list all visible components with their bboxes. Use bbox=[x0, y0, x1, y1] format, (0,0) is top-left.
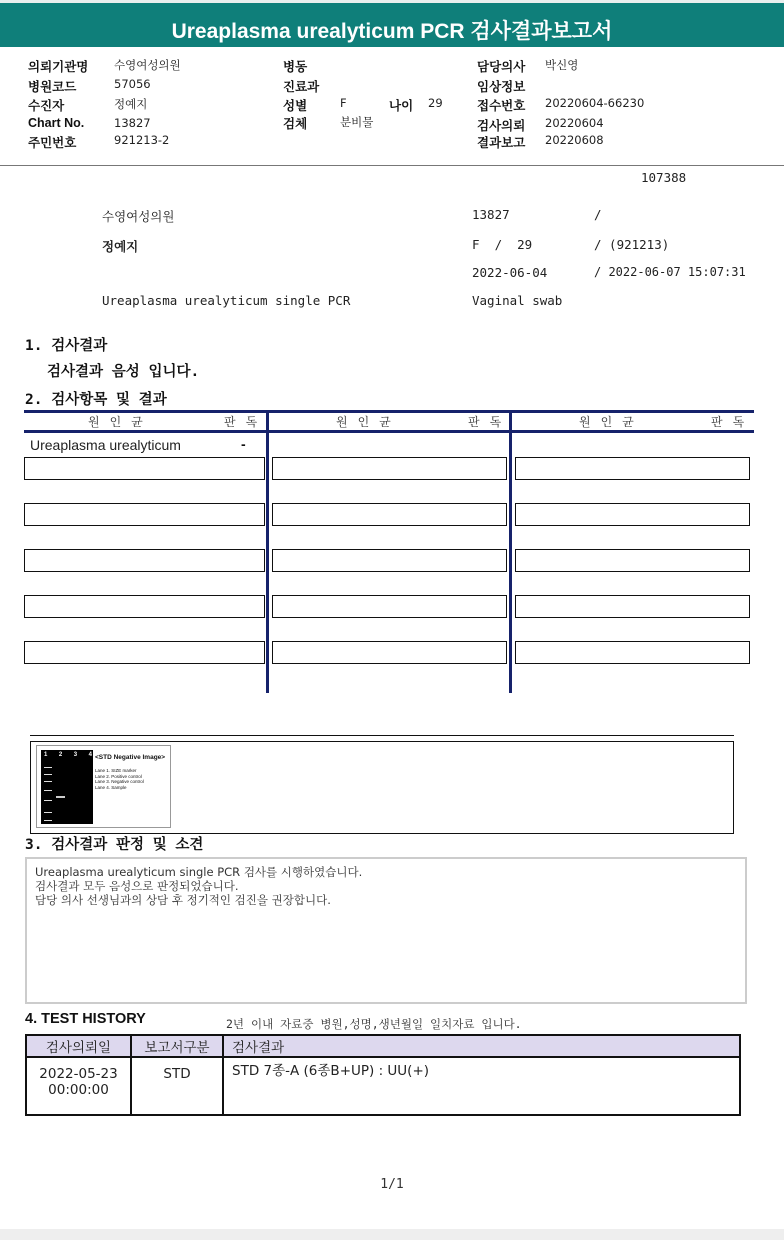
gel-image-card bbox=[36, 745, 171, 828]
empty-result-box bbox=[24, 503, 265, 526]
empty-result-box bbox=[515, 595, 750, 618]
empty-result-box bbox=[515, 503, 750, 526]
history-date: 2022-05-23 bbox=[39, 1066, 118, 1082]
report-date-value: 20220608 bbox=[545, 133, 604, 147]
findings-box bbox=[25, 857, 747, 1004]
report-title-bar bbox=[0, 0, 784, 47]
section-4-heading: 4. TEST HISTORY bbox=[25, 1011, 146, 1027]
table-row bbox=[26, 1057, 740, 1115]
lane-number: 3 bbox=[73, 752, 78, 758]
gel-legend-item: Lane 1. SIZE marker bbox=[95, 768, 137, 773]
summary-name: 정예지 bbox=[102, 239, 139, 254]
section-1-heading: 1. 검사결과 bbox=[25, 338, 108, 354]
rrn-label: 주민번호 bbox=[28, 136, 77, 150]
marker-band bbox=[44, 767, 52, 768]
report-date-label: 결과보고 bbox=[477, 136, 526, 150]
empty-result-box bbox=[24, 457, 265, 480]
empty-result-box bbox=[515, 641, 750, 664]
specimen-value: 분비물 bbox=[340, 115, 374, 129]
empty-result-box bbox=[24, 549, 265, 572]
footer-bar bbox=[0, 1229, 784, 1240]
col2-organism-header: 원인균 bbox=[336, 415, 401, 429]
organism-name: Ureaplasma urealyticum bbox=[30, 437, 181, 453]
request-date-label: 검사의뢰 bbox=[477, 119, 526, 133]
empty-result-box bbox=[515, 457, 750, 480]
marker-band bbox=[44, 781, 52, 782]
header-divider bbox=[0, 165, 784, 166]
gel-lane-numbers bbox=[44, 752, 92, 758]
history-table bbox=[25, 1034, 741, 1116]
lane-number: 1 bbox=[44, 752, 48, 758]
col3-organism-header: 원인균 bbox=[579, 415, 644, 429]
report-title: Ureaplasma urealyticum PCR 검사결과보고서 bbox=[171, 20, 613, 43]
clinic-value: 수영여성의원 bbox=[114, 58, 181, 72]
col2-result-header: 판독 bbox=[468, 415, 512, 429]
history-header-row bbox=[26, 1035, 740, 1057]
marker-band bbox=[44, 790, 52, 791]
rrn-value: 921213-2 bbox=[114, 133, 170, 147]
positive-control-band bbox=[56, 796, 65, 798]
empty-result-box bbox=[272, 641, 507, 664]
chart-no-label: Chart No. bbox=[28, 116, 85, 130]
history-header-result: 검사결과 bbox=[223, 1035, 740, 1057]
empty-result-box bbox=[272, 595, 507, 618]
gel-legend-item: Lane 3. Negative control bbox=[95, 779, 144, 784]
section-2-heading: 2. 검사항목 및 결과 bbox=[25, 392, 167, 408]
gel-legend bbox=[95, 768, 144, 790]
history-note: 2년 이내 자료중 병원,성명,생년월일 일치자료 입니다. bbox=[226, 1017, 522, 1031]
patient-value: 정예지 bbox=[114, 97, 148, 111]
table-divider-2 bbox=[509, 410, 512, 693]
history-result: STD 7종-A (6종B+UP) : UU(+) bbox=[223, 1057, 740, 1115]
section-3-heading: 3. 검사결과 판정 및 소견 bbox=[25, 837, 204, 853]
findings-line: 검사결과 모두 음성으로 판정되었습니다. bbox=[35, 879, 239, 893]
gel-caption-title: <STD Negative Image> bbox=[95, 754, 166, 761]
table-header-rule bbox=[24, 430, 754, 433]
col1-result-header: 판독 bbox=[224, 415, 268, 429]
specimen-label: 검체 bbox=[283, 117, 308, 131]
marker-band bbox=[44, 774, 52, 775]
empty-result-box bbox=[24, 595, 265, 618]
empty-result-box bbox=[515, 549, 750, 572]
document-id: 107388 bbox=[641, 170, 687, 185]
empty-result-box bbox=[24, 641, 265, 664]
summary-chart: 13827 bbox=[472, 207, 510, 222]
summary-slash: / bbox=[594, 207, 602, 222]
findings-line: Ureaplasma urealyticum single PCR 검사를 시행하였습니다. bbox=[35, 865, 363, 879]
gel-electrophoresis-image bbox=[41, 750, 93, 824]
lane-number: 4 bbox=[88, 752, 92, 758]
receipt-no-label: 접수번호 bbox=[477, 99, 526, 113]
marker-band bbox=[44, 820, 52, 821]
findings-line: 담당 의사 선생님과의 상담 후 정기적인 검진을 권장합니다. bbox=[35, 893, 331, 907]
summary-rrn: / (921213) bbox=[594, 237, 670, 252]
gel-top-rule bbox=[30, 735, 734, 736]
summary-request-date: 2022-06-04 bbox=[472, 265, 548, 280]
summary-sex-age: F / 29 bbox=[472, 237, 533, 252]
department-label: 진료과 bbox=[283, 80, 320, 94]
age-value: 29 bbox=[428, 96, 443, 110]
gel-legend-item: Lane 2. Positive control bbox=[95, 773, 142, 779]
result-statement: 검사결과 음성 입니다. bbox=[47, 364, 200, 380]
chart-no-value: 13827 bbox=[114, 116, 151, 130]
empty-result-box bbox=[272, 503, 507, 526]
clinic-label: 의뢰기관명 bbox=[28, 60, 89, 74]
hospital-code-value: 57056 bbox=[114, 77, 151, 91]
patient-label: 수진자 bbox=[28, 99, 65, 113]
clinical-info-label: 임상정보 bbox=[477, 80, 526, 94]
history-header-type: 보고서구분 bbox=[131, 1035, 223, 1057]
gel-legend-item: Lane 4. Sample bbox=[95, 784, 127, 790]
receipt-no-value: 20220604-66230 bbox=[545, 96, 645, 110]
doctor-label: 담당의사 bbox=[477, 60, 526, 74]
history-date-cell bbox=[26, 1057, 131, 1115]
doctor-value: 박신영 bbox=[545, 58, 579, 72]
history-time: 00:00:00 bbox=[48, 1082, 109, 1098]
sex-value: F bbox=[340, 96, 347, 110]
summary-report-datetime: / 2022-06-07 15:07:31 bbox=[594, 265, 746, 279]
marker-band bbox=[44, 800, 52, 801]
summary-clinic: 수영여성의원 bbox=[102, 209, 175, 224]
sex-label: 성별 bbox=[283, 99, 308, 113]
organism-result: - bbox=[241, 436, 246, 452]
col3-result-header: 판독 bbox=[711, 415, 755, 429]
summary-test-name: Ureaplasma urealyticum single PCR bbox=[102, 293, 351, 308]
marker-band bbox=[44, 812, 52, 813]
findings-text bbox=[35, 865, 362, 907]
table-divider-1 bbox=[266, 410, 269, 693]
hospital-code-label: 병원코드 bbox=[28, 80, 77, 94]
page-number: 1/1 bbox=[380, 1177, 404, 1192]
empty-result-box bbox=[272, 549, 507, 572]
history-header-date: 검사의뢰일 bbox=[26, 1035, 131, 1057]
summary-specimen: Vaginal swab bbox=[472, 293, 563, 308]
empty-result-box bbox=[272, 457, 507, 480]
age-label: 나이 bbox=[389, 99, 414, 113]
history-type: STD bbox=[131, 1057, 223, 1115]
lane-number: 2 bbox=[58, 752, 63, 758]
ward-label: 병동 bbox=[283, 60, 308, 74]
col1-organism-header: 원인균 bbox=[88, 415, 153, 429]
request-date-value: 20220604 bbox=[545, 116, 604, 130]
